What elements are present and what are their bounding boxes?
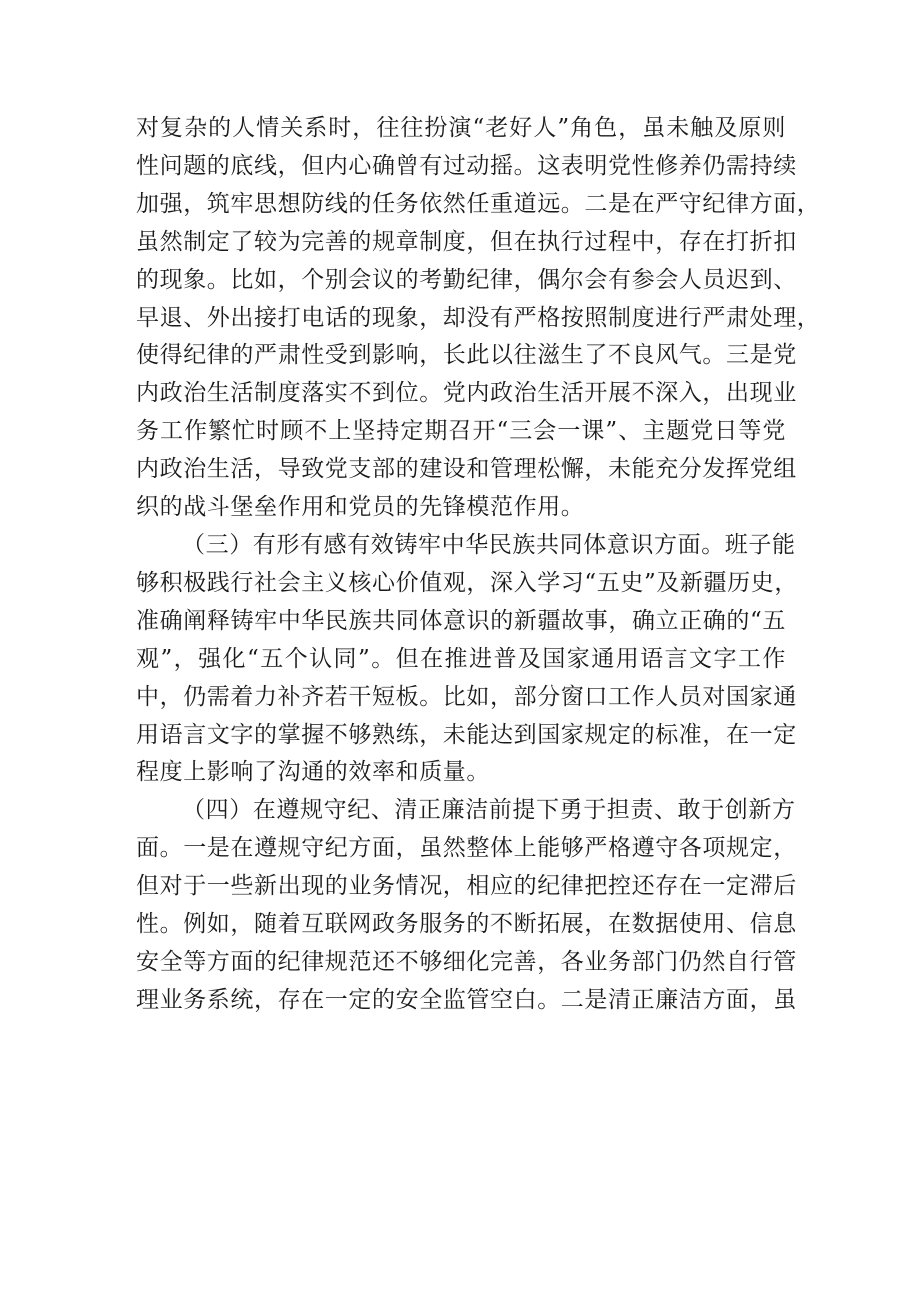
paragraph-p3	[136, 792, 797, 1019]
text-line: 够积极践行社会主义核心价值观，深入学习“五史”及新疆历史，	[136, 569, 798, 596]
paragraph-p1	[136, 110, 821, 527]
text-line: 的现象。比如，个别会议的考勤纪律，偶尔会有参会人员迟到、	[136, 266, 797, 293]
text-line: 性问题的底线，但内心确曾有过动摇。这表明党性修养仍需持续	[136, 152, 797, 179]
text-line: 观”，强化“五个认同”。但在推进普及国家通用语言文字工作	[136, 645, 786, 672]
text-line: 使得纪律的严肃性受到影响，长此以往滋生了不良风气。三是党	[136, 342, 797, 369]
text-line: 早退、外出接打电话的现象，却没有严格按照制度进行严肃处理，	[136, 304, 821, 331]
text-line: 面。一是在遵规守纪方面，虽然整体上能够严格遵守各项规定，	[136, 835, 797, 862]
text-line: 用语言文字的掌握不够熟练，未能达到国家规定的标准，在一定	[136, 721, 797, 748]
text-line: 中，仍需着力补齐若干短板。比如，部分窗口工作人员对国家通	[136, 683, 797, 710]
text-line: （三）有形有感有效铸牢中华民族共同体意识方面。班子能	[182, 531, 796, 558]
text-line: （四）在遵规守纪、清正廉洁前提下勇于担责、敢于创新方	[182, 797, 796, 824]
text-line: 对复杂的人情关系时，往往扮演“老好人”角色，虽未触及原则	[136, 115, 786, 141]
text-line: 务工作繁忙时顾不上坚持定期召开“三会一课”、主题党日等党	[136, 418, 786, 445]
document-body	[136, 110, 821, 1020]
text-line: 准确阐释铸牢中华民族共同体意识的新疆故事，确立正确的“五	[136, 607, 786, 634]
text-line: 内政治生活，导致党支部的建设和管理松懈，未能充分发挥党组	[136, 456, 797, 483]
text-line: 理业务系统，存在一定的安全监管空白。二是清正廉洁方面，虽	[136, 986, 797, 1013]
text-line: 但对于一些新出现的业务情况，相应的纪律把控还存在一定滞后	[136, 873, 797, 900]
text-line: 性。例如，随着互联网政务服务的不断拓展，在数据使用、信息	[136, 911, 797, 938]
text-line: 内政治生活制度落实不到位。党内政治生活开展不深入，出现业	[136, 380, 797, 407]
text-line: 织的战斗堡垒作用和党员的先锋模范作用。	[136, 494, 585, 521]
text-line: 程度上影响了沟通的效率和质量。	[136, 759, 490, 786]
text-line: 安全等方面的纪律规范还不够细化完善，各业务部门仍然自行管	[136, 948, 797, 975]
text-line: 加强，筑牢思想防线的任务依然任重道远。二是在严守纪律方面，	[136, 190, 821, 217]
text-line: 虽然制定了较为完善的规章制度，但在执行过程中，存在打折扣	[136, 228, 797, 255]
paragraph-p2	[136, 527, 798, 792]
